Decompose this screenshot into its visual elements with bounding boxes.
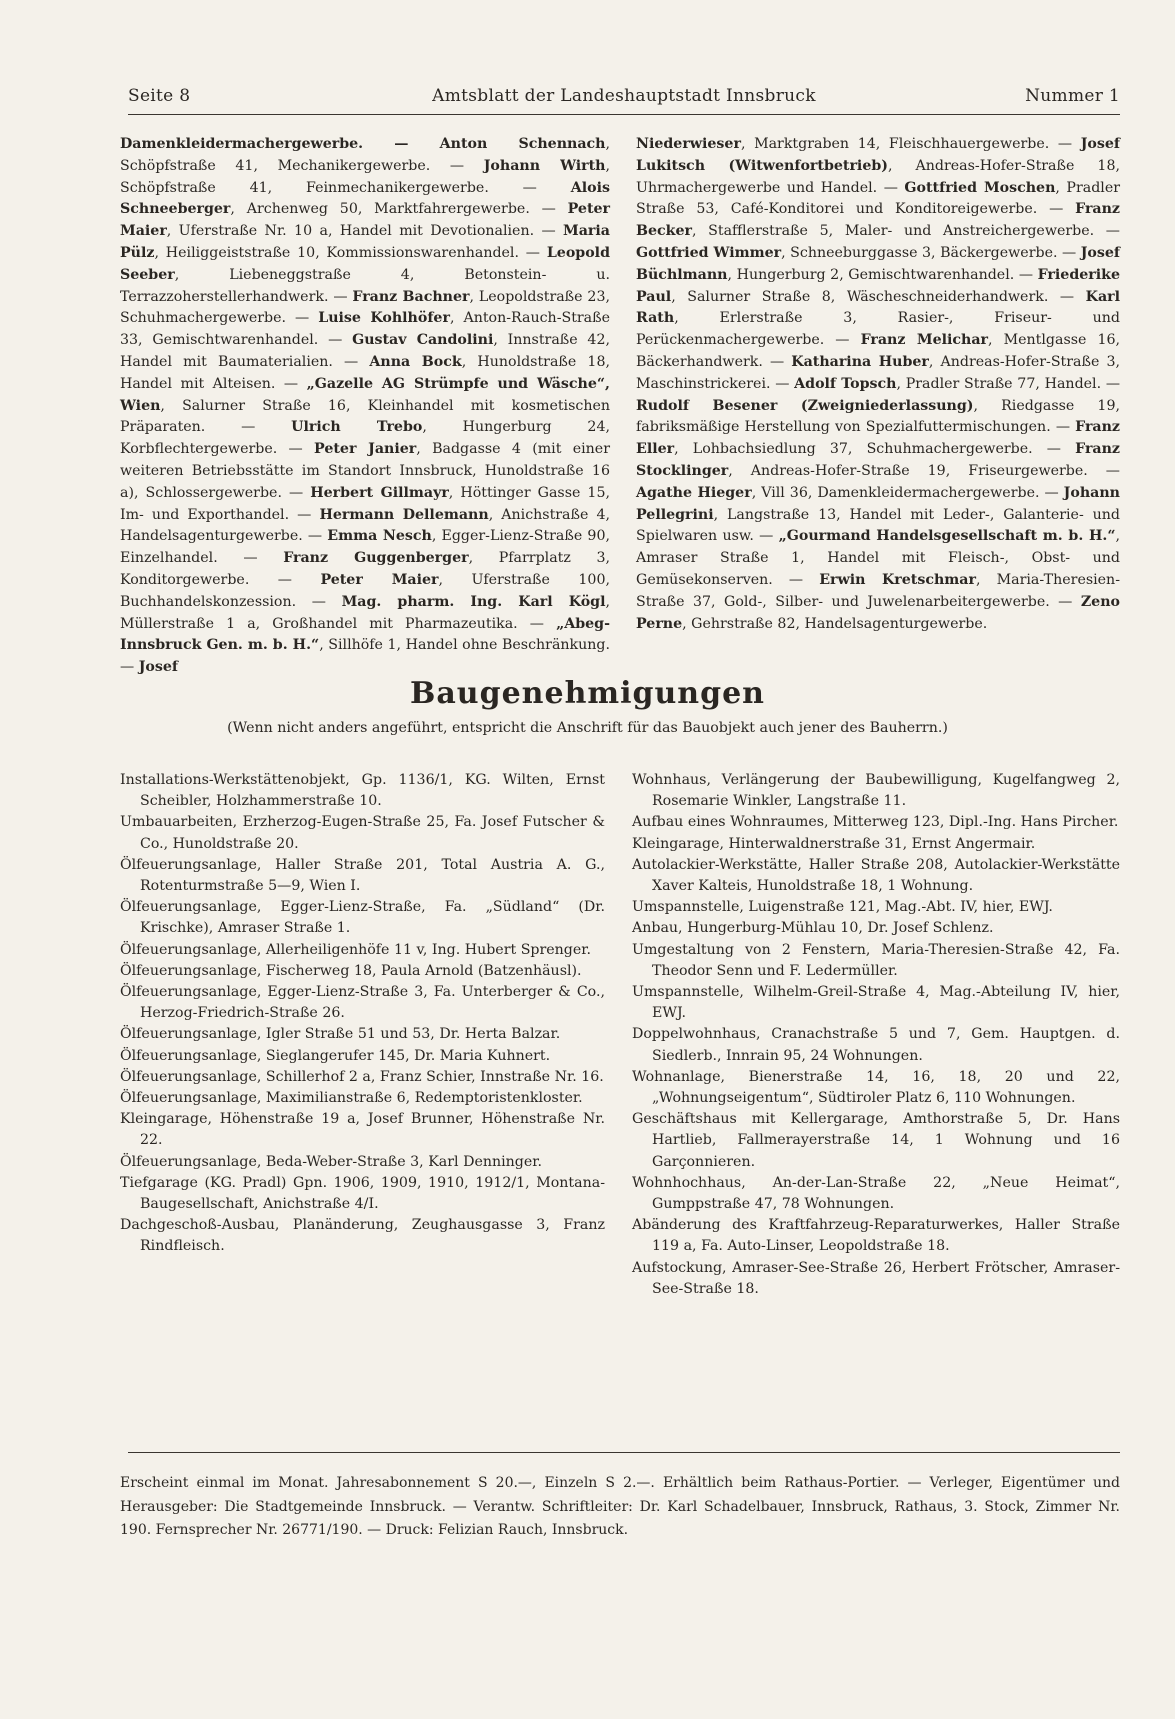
entry-name: Ulrich Trebo [291, 419, 423, 436]
gewerbe-column-left [120, 134, 610, 679]
entry-details: , Anton-Rauch-Straße 33, Gemischtwarenhandel. — [120, 310, 611, 349]
entry-name: Franz Becker [636, 201, 1120, 240]
entry-details: , Sillhöfe 1, Handel ohne Beschränkung. — [120, 637, 611, 676]
entry-details: , Andreas-Hofer-Straße 18, Uhrmachergewerbe und Handel. — [636, 157, 1120, 196]
issue-number: Nummer 1 [1025, 86, 1120, 106]
entry-name: Josef Lukitsch (Witwenfortbetrieb) [636, 136, 1120, 174]
entry-name: Josef [138, 659, 178, 676]
entry-details: , Innstraße 42, Handel mit Baumaterialien. — [120, 332, 610, 370]
permit-entry: Geschäftshaus mit Kellergarage, Amthorstraße 5, Dr. Hans Hartlieb, Fallmerayerstraße 14, 1 Wohnung und 16 Garçonnieren. [632, 1111, 1120, 1170]
permit-entry: Ölfeuerungsanlage, Egger-Lienz-Straße, Fa. „Südland“ (Dr. Krischke), Amraser Straße 1. [120, 899, 605, 937]
entry-details: , Uferstraße 100, Buchhandelskonzession. — [120, 571, 610, 610]
entry-name: Niederwieser [636, 136, 741, 152]
entry-name: Hermann Dellemann [319, 506, 489, 523]
entry-details: , Andreas-Hofer-Straße 3, Maschinstrickerei. — [636, 353, 1120, 392]
entry-details: , Uferstraße Nr. 10 a, Handel mit Devotionalien. — [166, 223, 564, 240]
permit-entry: Umspannstelle, Wilhelm-Greil-Straße 4, Mag.-Abteilung IV, hier, EWJ. [632, 984, 1120, 1022]
entry-name: Gottfried Wimmer [636, 244, 782, 261]
page-number: Seite 8 [128, 86, 191, 106]
entry-details: , Schöpfstraße 41, Mechanikergewerbe. — [120, 136, 610, 174]
permit-entry: Ölfeuerungsanlage, Beda-Weber-Straße 3, Karl Denninger. [120, 1153, 543, 1170]
entry-name: „Gazelle AG Strümpfe und Wäsche“, Wien [120, 375, 610, 414]
entry-name: Josef Büchlmann [636, 244, 1120, 283]
entry-name: Johann Pellegrini [636, 484, 1120, 523]
permit-entry: Dachgeschoß-Ausbau, Planänderung, Zeughausgasse 3, Franz Rindfleisch. [120, 1217, 605, 1255]
entry-details: , Schöpfstraße 41, Feinmechanikergewerbe. — [120, 157, 610, 196]
entry-name: Peter Janier [314, 441, 417, 458]
entry-details: , Salurner Straße 16, Kleinhandel mit kosmetischen Präparaten. — [120, 397, 610, 436]
entry-details: , Erlerstraße 3, Rasier-, Friseur- und Perückenmachergewerbe. — [636, 310, 1120, 349]
entry-name: Gustav Candolini [352, 332, 494, 349]
entry-details: , Schneeburggasse 3, Bäckergewerbe. — [781, 244, 1081, 261]
entry-details: , Badgasse 4 (mit einer weiteren Betriebsstätte im Standort Innsbruck, Hunoldstraße 16 a), Schlossergewerbe. — [120, 441, 610, 501]
entry-details: , Höttinger Gasse 15, Im- und Exporthandel. — [120, 484, 610, 523]
entry-details: , Mentlgasse 16, Bäckerhandwerk. — [636, 332, 1121, 370]
page-header [128, 86, 1120, 112]
entry-name: Maria Pülz [120, 223, 610, 261]
entry-name: Anton Schennach [439, 136, 606, 152]
entry-name: Damenkleidermachergewerbe. — [120, 136, 440, 152]
entry-details: , Liebeneggstraße 4, Betonstein- u. Terrazzoherstellerhandwerk. — [120, 266, 610, 305]
entry-details: , Maria-Theresien-Straße 37, Gold-, Silber- und Juwelenarbeitergewerbe. — [636, 571, 1120, 610]
publication-title: Amtsblatt der Landeshauptstadt Innsbruck [432, 86, 816, 106]
permit-entry: Ölfeuerungsanlage, Haller Straße 201, Total Austria A. G., Rotenturmstraße 5—9, Wien I. [120, 856, 605, 895]
entry-details: , Vill 36, Damenkleidermachergewerbe. — [751, 484, 1064, 501]
permit-entry: Umgestaltung von 2 Fenstern, Maria-Theresien-Straße 42, Fa. Theodor Senn und F. Ledermüller. [632, 941, 1120, 979]
entry-name: Adolf Topsch [794, 375, 897, 392]
entry-details: , Leopoldstraße 23, Schuhmachergewerbe. — [120, 288, 610, 327]
section-subtitle: (Wenn nicht anders angeführt, entspricht die Anschrift für das Bauobjekt auch jener des Bauherrn.) [227, 720, 948, 736]
entry-name: Agathe Hieger [636, 484, 752, 501]
entry-name: Franz Guggenberger [283, 550, 469, 567]
entry-name: Franz Eller [636, 419, 1120, 458]
entry-name: Katharina Huber [791, 353, 929, 370]
entry-name: Karl Rath [636, 288, 1120, 327]
entry-name: Peter Maier [120, 201, 610, 240]
entry-details: , Pradler Straße 77, Handel. — [896, 375, 1121, 392]
permit-entry: Ölfeuerungsanlage, Schillerhof 2 a, Franz Schier, Innstraße Nr. 16. [120, 1068, 604, 1085]
entry-name: Erwin Kretschmar [819, 571, 976, 588]
permit-entry: Abänderung des Kraftfahrzeug-Reparaturwerkes, Haller Straße 119 a, Fa. Auto-Linser, Leopoldstraße 18. [632, 1217, 1120, 1255]
entry-details: , Pfarrplatz 3, Konditorgewerbe. — [120, 550, 611, 588]
entry-name: Alois Schneeberger [120, 179, 610, 218]
baugenehmigungen-right [632, 770, 1120, 1300]
permit-entry: Ölfeuerungsanlage, Fischerweg 18, Paula Arnold (Batzenhäusl). [120, 962, 582, 979]
footer-rule [128, 1452, 1120, 1453]
entry-name: Gottfried Moschen [904, 179, 1056, 196]
entry-details: , Hunoldstraße 18, Handel mit Alteisen. — [120, 353, 610, 392]
section-title: Baugenehmigungen [410, 676, 765, 711]
permit-entry: Installations-Werkstättenobjekt, Gp. 1136/1, KG. Wilten, Ernst Scheibler, Holzhammerstraße 10. [120, 772, 605, 810]
permit-entry: Doppelwohnhaus, Cranachstraße 5 und 7, Gem. Hauptgen. d. Siedlerb., Innrain 95, 24 Wohnungen. [632, 1026, 1120, 1064]
entry-details: , Lohbachsiedlung 37, Schuhmachergewerbe. — [674, 441, 1076, 458]
entry-details: , Stafflerstraße 5, Maler- und Anstreichergewerbe. — [692, 223, 1120, 240]
entry-details: , Amraser Straße 1, Handel mit Fleisch-, Obst- und Gemüsekonserven. — [636, 528, 1121, 588]
permit-entry: Kleingarage, Höhenstraße 19 a, Josef Brunner, Höhenstraße Nr. 22. [120, 1111, 605, 1149]
entry-details: , Anichstraße 4, Handelsagenturgewerbe. — [120, 506, 610, 545]
header-rule [128, 114, 1120, 115]
permit-entry: Wohnanlage, Bienerstraße 14, 16, 18, 20 und 22, „Wohnungseigentum“, Südtiroler Platz 6, 110 Wohnungen. [632, 1068, 1120, 1107]
entry-details: , Langstraße 13, Handel mit Leder-, Galanterie- und Spielwaren usw. — [636, 506, 1120, 545]
entry-name: Franz Stocklinger [636, 441, 1120, 479]
entry-details: , Archenweg 50, Marktfahrergewerbe. — [230, 201, 568, 218]
entry-name: Luise Kohlhöfer [318, 310, 450, 327]
entry-details: , Salurner Straße 8, Wäscheschneiderhandwerk. — [671, 288, 1086, 305]
entry-name: Herbert Gillmayr [310, 484, 449, 501]
permit-entry: Ölfeuerungsanlage, Egger-Lienz-Straße 3, Fa. Unterberger & Co., Herzog-Friedrich-Straße 26. [120, 984, 605, 1022]
entry-name: Mag. pharm. Ing. Karl Kögl [341, 593, 606, 610]
entry-details: , Andreas-Hofer-Straße 19, Friseurgewerbe. — [728, 462, 1120, 479]
entry-details: , Hungerburg 24, Korbflechtergewerbe. — [120, 419, 610, 458]
entry-name: Johann Wirth [483, 157, 606, 174]
entry-name: „Abeg-Innsbruck Gen. m. b. H.“ [120, 615, 610, 654]
entry-name: Leopold Seeber [120, 244, 610, 283]
entry-details: , Marktgraben 14, Fleischhauergewerbe. — [740, 136, 1081, 152]
entry-name: Peter Maier [320, 571, 439, 588]
entry-details: , Pradler Straße 53, Café-Konditorei und Konditoreigewerbe. — [636, 179, 1121, 218]
permit-entry: Anbau, Hungerburg-Mühlau 10, Dr. Josef Schlenz. [632, 920, 994, 937]
permit-entry: Kleingarage, Hinterwaldnerstraße 31, Ernst Angermair. [632, 835, 1036, 852]
permit-entry: Aufstockung, Amraser-See-Straße 26, Herbert Frötscher, Amraser-See-Straße 18. [632, 1259, 1120, 1297]
entry-details: , Müllerstraße 1 a, Großhandel mit Pharmazeutika. — [120, 593, 610, 632]
permit-entry: Aufbau eines Wohnraumes, Mitterweg 123, Dipl.-Ing. Hans Pircher. [632, 814, 1119, 831]
entry-details: , Heiliggeiststraße 10, Kommissionswarenhandel. — [154, 244, 547, 261]
permit-entry: Autolackier-Werkstätte, Haller Straße 208, Autolackier-Werkstätte Xaver Kalteis, Hunoldstraße 18, 1 Wohnung. [632, 856, 1120, 895]
entry-name: Franz Bachner [352, 288, 470, 305]
entry-name: Rudolf Besener (Zweigniederlassung) [636, 397, 974, 414]
entry-name: Friederike Paul [636, 266, 1120, 305]
permit-entry: Umspannstelle, Luigenstraße 121, Mag.-Abt. IV, hier, EWJ. [632, 899, 1053, 916]
entry-details: , Hungerburg 2, Gemischtwarenhandel. — [727, 266, 1038, 283]
entry-name: Emma Nesch [327, 528, 432, 545]
entry-name: Zeno Perne [636, 593, 1120, 632]
permit-entry: Ölfeuerungsanlage, Sieglangerufer 145, Dr. Maria Kuhnert. [120, 1047, 551, 1064]
permit-entry: Ölfeuerungsanlage, Igler Straße 51 und 53, Dr. Herta Balzar. [120, 1026, 561, 1043]
entry-details: , Gehrstraße 82, Handelsagenturgewerbe. [682, 615, 988, 632]
gewerbe-column-right [636, 134, 1120, 635]
permit-entry: Ölfeuerungsanlage, Allerheiligenhöfe 11 v, Ing. Hubert Sprenger. [120, 941, 592, 958]
permit-entry: Umbauarbeiten, Erzherzog-Eugen-Straße 25, Fa. Josef Futscher & Co., Hunoldstraße 20. [120, 814, 605, 852]
baugenehmigungen-left [120, 770, 605, 1258]
permit-entry: Wohnhochhaus, An-der-Lan-Straße 22, „Neue Heimat“, Gumppstraße 47, 78 Wohnungen. [632, 1174, 1120, 1213]
entry-details: , Riedgasse 19, fabriksmäßige Herstellung von Spezialfuttermischungen. — [636, 397, 1120, 436]
entry-name: Anna Bock [369, 353, 462, 370]
entry-name: „Gourmand Handelsgesellschaft m. b. H.“ [778, 528, 1116, 545]
permit-entry: Ölfeuerungsanlage, Maximilianstraße 6, Redemptoristenkloster. [120, 1090, 583, 1107]
entry-name: Franz Melichar [860, 332, 989, 349]
impressum: Erscheint einmal im Monat. Jahresabonnement S 20.—, Einzeln S 2.—. Erhältlich beim Rathaus-Portier. — Verleger, Eigentümer und Herausgeber: Die Stadtgemeinde Innsbruck. — Verantw. Schriftleiter: Dr. Karl Schadelbauer, Innsbruck, Rathaus, 3. Stock, Zimmer Nr. 190. Fernsprecher Nr. 26771/190. — Druck: Felizian Rauch, Innsbruck. [120, 1475, 1120, 1538]
permit-entry: Tiefgarage (KG. Pradl) Gpn. 1906, 1909, 1910, 1912/1, Montana-Baugesellschaft, Anichstraße 4/I. [120, 1174, 605, 1213]
entry-details: , Egger-Lienz-Straße 90, Einzelhandel. — [120, 528, 610, 567]
permit-entry: Wohnhaus, Verlängerung der Baubewilligung, Kugelfangweg 2, Rosemarie Winkler, Langstraße 11. [632, 772, 1120, 810]
